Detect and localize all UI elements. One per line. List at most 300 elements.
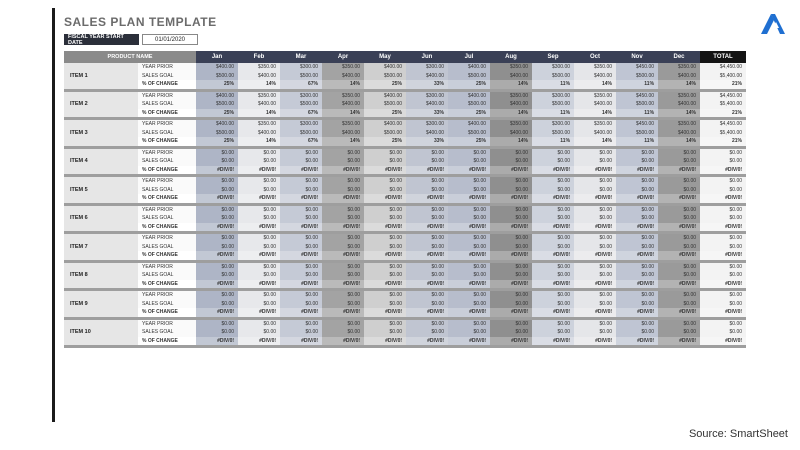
value-cell[interactable]: $0.00 <box>238 157 280 166</box>
value-cell[interactable]: $0.00 <box>574 263 616 272</box>
value-cell[interactable]: $0.00 <box>196 291 238 300</box>
value-cell[interactable]: $500.00 <box>280 129 322 138</box>
item-name-cell[interactable]: ITEM 8 <box>64 263 138 289</box>
value-cell[interactable]: $500.00 <box>196 100 238 109</box>
value-cell[interactable]: $0.00 <box>532 271 574 280</box>
value-cell[interactable]: $400.00 <box>196 92 238 101</box>
value-cell[interactable]: $400.00 <box>406 100 448 109</box>
value-cell[interactable]: $0.00 <box>658 291 700 300</box>
value-cell[interactable]: $0.00 <box>574 214 616 223</box>
value-cell[interactable]: $0.00 <box>532 328 574 337</box>
value-cell[interactable]: $0.00 <box>364 328 406 337</box>
value-cell[interactable]: $0.00 <box>280 328 322 337</box>
value-cell[interactable]: $0.00 <box>196 214 238 223</box>
value-cell[interactable]: $0.00 <box>658 243 700 252</box>
value-cell: 14% <box>574 137 616 146</box>
value-cell[interactable]: $0.00 <box>322 263 364 272</box>
value-cell[interactable]: $400.00 <box>574 129 616 138</box>
item-name-cell[interactable]: ITEM 1 <box>64 63 138 89</box>
value-cell[interactable]: $0.00 <box>406 291 448 300</box>
value-cell[interactable]: $0.00 <box>406 328 448 337</box>
value-cell[interactable]: $400.00 <box>658 100 700 109</box>
value-cell[interactable]: $450.00 <box>616 92 658 101</box>
value-cell[interactable]: $400.00 <box>448 120 490 129</box>
value-cell[interactable]: $0.00 <box>658 328 700 337</box>
value-cell[interactable]: $0.00 <box>574 234 616 243</box>
value-cell[interactable]: $300.00 <box>280 120 322 129</box>
fiscal-year-input[interactable]: 01/01/2020 <box>142 34 198 45</box>
value-cell[interactable]: $350.00 <box>658 63 700 72</box>
value-cell[interactable]: $0.00 <box>196 157 238 166</box>
total-cell[interactable]: $5,400.00 <box>700 100 746 109</box>
value-cell[interactable]: $300.00 <box>532 63 574 72</box>
value-cell[interactable]: $0.00 <box>364 291 406 300</box>
value-cell[interactable]: $400.00 <box>196 120 238 129</box>
value-cell[interactable]: $300.00 <box>406 63 448 72</box>
value-cell[interactable]: $350.00 <box>490 120 532 129</box>
value-cell[interactable]: $0.00 <box>616 320 658 329</box>
value-cell[interactable]: $0.00 <box>196 206 238 215</box>
value-cell[interactable]: $0.00 <box>532 234 574 243</box>
value-cell[interactable]: $0.00 <box>280 291 322 300</box>
value-cell[interactable]: $0.00 <box>280 177 322 186</box>
value-cell[interactable]: $0.00 <box>616 263 658 272</box>
item-name-cell[interactable]: ITEM 5 <box>64 177 138 203</box>
value-cell: 14% <box>658 137 700 146</box>
value-cell[interactable]: $0.00 <box>322 186 364 195</box>
value-cell: #DIV/0! <box>322 337 364 346</box>
value-cell[interactable]: $0.00 <box>364 271 406 280</box>
value-cell[interactable]: $0.00 <box>238 206 280 215</box>
value-cell[interactable]: $400.00 <box>490 100 532 109</box>
value-cell[interactable]: $300.00 <box>532 120 574 129</box>
value-cell[interactable]: $500.00 <box>280 100 322 109</box>
value-cell[interactable]: $400.00 <box>238 72 280 81</box>
value-cell[interactable]: $0.00 <box>616 149 658 158</box>
value-cell[interactable]: $0.00 <box>532 177 574 186</box>
value-cell[interactable]: $0.00 <box>280 186 322 195</box>
value-cell: #DIV/0! <box>364 337 406 346</box>
item-name-cell[interactable]: ITEM 6 <box>64 206 138 232</box>
row-label: % OF CHANGE <box>138 109 196 118</box>
value-cell[interactable]: $0.00 <box>448 300 490 309</box>
value-cell[interactable]: $0.00 <box>574 300 616 309</box>
value-cell[interactable]: $500.00 <box>448 129 490 138</box>
total-cell[interactable]: $4,450.00 <box>700 92 746 101</box>
value-cell[interactable]: $0.00 <box>490 157 532 166</box>
value-cell[interactable]: $0.00 <box>616 234 658 243</box>
value-cell[interactable]: $0.00 <box>196 177 238 186</box>
value-cell[interactable]: $350.00 <box>574 92 616 101</box>
value-cell[interactable]: $0.00 <box>280 206 322 215</box>
value-cell[interactable]: $0.00 <box>574 149 616 158</box>
value-cell[interactable]: $300.00 <box>280 92 322 101</box>
value-cell[interactable]: $0.00 <box>448 320 490 329</box>
value-cell[interactable]: $0.00 <box>364 206 406 215</box>
row-label: % OF CHANGE <box>138 251 196 260</box>
value-cell[interactable]: $0.00 <box>238 234 280 243</box>
value-cell[interactable]: $0.00 <box>322 206 364 215</box>
value-cell[interactable]: $0.00 <box>280 320 322 329</box>
value-cell[interactable]: $350.00 <box>238 120 280 129</box>
value-cell[interactable]: $0.00 <box>658 300 700 309</box>
value-cell[interactable]: $500.00 <box>364 129 406 138</box>
item-name-cell[interactable]: ITEM 9 <box>64 291 138 317</box>
total-cell[interactable]: $4,450.00 <box>700 63 746 72</box>
item-name-cell[interactable]: ITEM 2 <box>64 92 138 118</box>
table-row <box>64 80 746 89</box>
value-cell[interactable]: $0.00 <box>574 291 616 300</box>
value-cell[interactable]: $0.00 <box>406 234 448 243</box>
total-cell[interactable]: $4,450.00 <box>700 120 746 129</box>
value-cell[interactable]: $400.00 <box>322 72 364 81</box>
value-cell[interactable]: $0.00 <box>616 214 658 223</box>
value-cell[interactable]: $350.00 <box>574 120 616 129</box>
total-cell[interactable]: $0.00 <box>700 300 746 309</box>
value-cell[interactable]: $0.00 <box>238 320 280 329</box>
value-cell[interactable]: $400.00 <box>322 129 364 138</box>
value-cell[interactable]: $0.00 <box>238 291 280 300</box>
value-cell[interactable]: $400.00 <box>322 100 364 109</box>
value-cell: #DIV/0! <box>364 280 406 289</box>
value-cell[interactable]: $0.00 <box>406 157 448 166</box>
value-cell[interactable]: $0.00 <box>574 186 616 195</box>
value-cell[interactable]: $400.00 <box>364 92 406 101</box>
value-cell[interactable]: $0.00 <box>238 271 280 280</box>
value-cell[interactable]: $500.00 <box>280 72 322 81</box>
value-cell[interactable]: $0.00 <box>448 328 490 337</box>
value-cell[interactable]: $500.00 <box>196 129 238 138</box>
value-cell: #DIV/0! <box>490 308 532 317</box>
value-cell[interactable]: $400.00 <box>364 120 406 129</box>
value-cell[interactable]: $350.00 <box>658 92 700 101</box>
value-cell[interactable]: $0.00 <box>448 177 490 186</box>
value-cell[interactable]: $300.00 <box>532 92 574 101</box>
value-cell[interactable]: $300.00 <box>406 92 448 101</box>
value-cell[interactable]: $300.00 <box>406 120 448 129</box>
value-cell[interactable]: $0.00 <box>448 243 490 252</box>
value-cell[interactable]: $0.00 <box>238 186 280 195</box>
value-cell[interactable]: $0.00 <box>238 243 280 252</box>
value-cell[interactable]: $0.00 <box>490 214 532 223</box>
value-cell[interactable]: $0.00 <box>532 320 574 329</box>
value-cell[interactable]: $400.00 <box>238 100 280 109</box>
value-cell[interactable]: $0.00 <box>616 186 658 195</box>
value-cell[interactable]: $0.00 <box>616 300 658 309</box>
value-cell[interactable]: $0.00 <box>490 291 532 300</box>
value-cell[interactable]: $400.00 <box>238 129 280 138</box>
value-cell[interactable]: $0.00 <box>658 149 700 158</box>
value-cell[interactable]: $0.00 <box>364 157 406 166</box>
value-cell[interactable]: $0.00 <box>406 243 448 252</box>
value-cell[interactable]: $350.00 <box>658 120 700 129</box>
value-cell[interactable]: $400.00 <box>448 63 490 72</box>
value-cell[interactable]: $500.00 <box>196 72 238 81</box>
value-cell[interactable]: $0.00 <box>322 328 364 337</box>
value-cell[interactable]: $0.00 <box>658 186 700 195</box>
value-cell[interactable]: $500.00 <box>532 129 574 138</box>
value-cell[interactable]: $0.00 <box>490 186 532 195</box>
row-label: SALES GOAL <box>138 157 196 166</box>
value-cell[interactable]: $0.00 <box>658 263 700 272</box>
value-cell[interactable]: $0.00 <box>490 243 532 252</box>
value-cell[interactable]: $0.00 <box>532 300 574 309</box>
value-cell[interactable]: $0.00 <box>532 149 574 158</box>
total-cell[interactable]: $0.00 <box>700 157 746 166</box>
value-cell[interactable]: $0.00 <box>406 214 448 223</box>
value-cell[interactable]: $0.00 <box>490 206 532 215</box>
item-name-cell[interactable]: ITEM 7 <box>64 234 138 260</box>
value-cell[interactable]: $400.00 <box>448 92 490 101</box>
value-cell[interactable]: $0.00 <box>532 243 574 252</box>
value-cell[interactable]: $0.00 <box>490 234 532 243</box>
value-cell: #DIV/0! <box>196 337 238 346</box>
value-cell: 14% <box>238 109 280 118</box>
value-cell[interactable]: $0.00 <box>322 214 364 223</box>
value-cell[interactable]: $0.00 <box>196 243 238 252</box>
value-cell[interactable]: $400.00 <box>196 63 238 72</box>
value-cell[interactable]: $0.00 <box>364 177 406 186</box>
value-cell[interactable]: $0.00 <box>658 214 700 223</box>
value-cell: #DIV/0! <box>658 251 700 260</box>
value-cell[interactable]: $0.00 <box>364 263 406 272</box>
value-cell: #DIV/0! <box>490 223 532 232</box>
value-cell[interactable]: $0.00 <box>238 263 280 272</box>
value-cell[interactable]: $0.00 <box>532 157 574 166</box>
value-cell[interactable]: $0.00 <box>364 234 406 243</box>
value-cell[interactable]: $0.00 <box>196 263 238 272</box>
value-cell[interactable]: $0.00 <box>238 177 280 186</box>
value-cell[interactable]: $400.00 <box>574 100 616 109</box>
table-row <box>64 166 746 175</box>
value-cell[interactable]: $350.00 <box>322 120 364 129</box>
value-cell[interactable]: $0.00 <box>196 320 238 329</box>
value-cell[interactable]: $400.00 <box>364 63 406 72</box>
value-cell[interactable]: $350.00 <box>322 92 364 101</box>
value-cell[interactable]: $400.00 <box>490 72 532 81</box>
item-name-cell[interactable]: ITEM 4 <box>64 149 138 175</box>
value-cell[interactable]: $0.00 <box>574 206 616 215</box>
value-cell[interactable]: $0.00 <box>196 186 238 195</box>
value-cell[interactable]: $0.00 <box>616 177 658 186</box>
value-cell[interactable]: $0.00 <box>406 177 448 186</box>
value-cell[interactable]: $0.00 <box>238 214 280 223</box>
value-cell[interactable]: $500.00 <box>364 72 406 81</box>
value-cell: 67% <box>280 80 322 89</box>
value-cell[interactable]: $350.00 <box>238 63 280 72</box>
value-cell[interactable]: $0.00 <box>364 214 406 223</box>
value-cell[interactable]: $0.00 <box>280 263 322 272</box>
value-cell[interactable]: $300.00 <box>280 63 322 72</box>
value-cell[interactable]: $0.00 <box>238 300 280 309</box>
value-cell[interactable]: $400.00 <box>574 72 616 81</box>
value-cell[interactable]: $0.00 <box>238 149 280 158</box>
value-cell[interactable]: $0.00 <box>280 149 322 158</box>
value-cell[interactable]: $0.00 <box>658 157 700 166</box>
value-cell[interactable]: $0.00 <box>532 206 574 215</box>
value-cell[interactable]: $0.00 <box>574 320 616 329</box>
value-cell[interactable]: $0.00 <box>280 157 322 166</box>
value-cell[interactable]: $0.00 <box>364 186 406 195</box>
value-cell[interactable]: $400.00 <box>406 129 448 138</box>
table-row <box>64 100 746 109</box>
value-cell[interactable]: $0.00 <box>448 291 490 300</box>
value-cell[interactable]: $350.00 <box>238 92 280 101</box>
value-cell[interactable]: $0.00 <box>364 149 406 158</box>
value-cell[interactable]: $500.00 <box>448 72 490 81</box>
value-cell[interactable]: $0.00 <box>616 291 658 300</box>
value-cell[interactable]: $350.00 <box>490 92 532 101</box>
value-cell[interactable]: $0.00 <box>532 291 574 300</box>
value-cell[interactable]: $500.00 <box>364 100 406 109</box>
value-cell[interactable]: $500.00 <box>448 100 490 109</box>
value-cell[interactable]: $0.00 <box>658 234 700 243</box>
item-name-cell[interactable]: ITEM 10 <box>64 320 138 346</box>
value-cell[interactable]: $0.00 <box>616 271 658 280</box>
value-cell[interactable]: $0.00 <box>490 300 532 309</box>
value-cell[interactable]: $0.00 <box>532 186 574 195</box>
total-cell[interactable]: $0.00 <box>700 263 746 272</box>
value-cell[interactable]: $0.00 <box>322 320 364 329</box>
value-cell[interactable]: $0.00 <box>490 320 532 329</box>
value-cell[interactable]: $350.00 <box>574 63 616 72</box>
value-cell: #DIV/0! <box>448 223 490 232</box>
value-cell[interactable]: $0.00 <box>406 206 448 215</box>
total-cell[interactable]: $0.00 <box>700 243 746 252</box>
value-cell: #DIV/0! <box>532 337 574 346</box>
value-cell[interactable]: $0.00 <box>406 271 448 280</box>
value-cell[interactable]: $0.00 <box>322 243 364 252</box>
value-cell[interactable]: $0.00 <box>280 234 322 243</box>
value-cell[interactable]: $0.00 <box>658 177 700 186</box>
value-cell[interactable]: $0.00 <box>616 157 658 166</box>
value-cell[interactable]: $0.00 <box>448 206 490 215</box>
value-cell[interactable]: $500.00 <box>532 100 574 109</box>
total-cell[interactable]: $0.00 <box>700 177 746 186</box>
value-cell[interactable]: $0.00 <box>616 206 658 215</box>
value-cell[interactable]: $0.00 <box>196 300 238 309</box>
value-cell[interactable]: $0.00 <box>280 300 322 309</box>
table-row <box>64 308 746 317</box>
value-cell[interactable]: $0.00 <box>322 271 364 280</box>
value-cell[interactable]: $0.00 <box>322 177 364 186</box>
value-cell[interactable]: $0.00 <box>532 263 574 272</box>
value-cell[interactable]: $400.00 <box>406 72 448 81</box>
value-cell[interactable]: $0.00 <box>574 157 616 166</box>
value-cell[interactable]: $0.00 <box>532 214 574 223</box>
value-cell[interactable]: $0.00 <box>574 328 616 337</box>
total-cell[interactable]: $0.00 <box>700 214 746 223</box>
value-cell: #DIV/0! <box>490 337 532 346</box>
value-cell[interactable]: $0.00 <box>658 271 700 280</box>
total-cell[interactable]: $0.00 <box>700 234 746 243</box>
table-row <box>64 157 746 166</box>
value-cell[interactable]: $0.00 <box>490 271 532 280</box>
item-name-cell[interactable]: ITEM 3 <box>64 120 138 146</box>
value-cell[interactable]: $500.00 <box>532 72 574 81</box>
value-cell[interactable]: $500.00 <box>616 100 658 109</box>
value-cell[interactable]: $0.00 <box>322 234 364 243</box>
value-cell[interactable]: $0.00 <box>364 243 406 252</box>
value-cell[interactable]: $0.00 <box>448 157 490 166</box>
value-cell[interactable]: $0.00 <box>448 214 490 223</box>
value-cell[interactable]: $0.00 <box>448 234 490 243</box>
value-cell[interactable]: $400.00 <box>658 72 700 81</box>
value-cell[interactable]: $0.00 <box>448 149 490 158</box>
value-cell[interactable]: $0.00 <box>280 243 322 252</box>
value-cell[interactable]: $500.00 <box>616 72 658 81</box>
value-cell[interactable]: $0.00 <box>574 177 616 186</box>
value-cell[interactable]: $0.00 <box>490 149 532 158</box>
value-cell: #DIV/0! <box>280 194 322 203</box>
total-cell[interactable]: $0.00 <box>700 271 746 280</box>
value-cell[interactable]: $0.00 <box>406 300 448 309</box>
total-cell[interactable]: $0.00 <box>700 149 746 158</box>
value-cell[interactable]: $0.00 <box>196 271 238 280</box>
value-cell[interactable]: $0.00 <box>364 300 406 309</box>
value-cell[interactable]: $400.00 <box>490 129 532 138</box>
value-cell[interactable]: $0.00 <box>322 291 364 300</box>
table-row <box>64 337 746 346</box>
header-month-mar: Mar <box>280 51 322 63</box>
total-cell[interactable]: $0.00 <box>700 186 746 195</box>
value-cell[interactable]: $450.00 <box>616 120 658 129</box>
value-cell[interactable]: $0.00 <box>406 263 448 272</box>
value-cell[interactable]: $0.00 <box>448 186 490 195</box>
value-cell[interactable]: $350.00 <box>490 63 532 72</box>
value-cell[interactable]: $350.00 <box>322 63 364 72</box>
value-cell[interactable]: $0.00 <box>406 320 448 329</box>
value-cell[interactable]: $0.00 <box>196 149 238 158</box>
value-cell[interactable]: $0.00 <box>448 263 490 272</box>
value-cell[interactable]: $0.00 <box>658 320 700 329</box>
total-cell: 21% <box>700 109 746 118</box>
total-cell[interactable]: $0.00 <box>700 206 746 215</box>
value-cell[interactable]: $0.00 <box>280 214 322 223</box>
value-cell[interactable]: $0.00 <box>490 177 532 186</box>
total-cell[interactable]: $5,400.00 <box>700 72 746 81</box>
value-cell[interactable]: $0.00 <box>490 263 532 272</box>
total-cell[interactable]: $0.00 <box>700 291 746 300</box>
value-cell[interactable]: $400.00 <box>658 129 700 138</box>
value-cell[interactable]: $0.00 <box>196 328 238 337</box>
value-cell[interactable]: $0.00 <box>196 234 238 243</box>
value-cell: #DIV/0! <box>238 251 280 260</box>
value-cell[interactable]: $0.00 <box>406 186 448 195</box>
value-cell[interactable]: $0.00 <box>280 271 322 280</box>
value-cell[interactable]: $0.00 <box>574 243 616 252</box>
total-cell[interactable]: $0.00 <box>700 328 746 337</box>
header-month-aug: Aug <box>490 51 532 63</box>
value-cell[interactable]: $500.00 <box>616 129 658 138</box>
value-cell[interactable]: $0.00 <box>616 328 658 337</box>
value-cell[interactable]: $0.00 <box>406 149 448 158</box>
value-cell[interactable]: $0.00 <box>364 320 406 329</box>
value-cell[interactable]: $0.00 <box>238 328 280 337</box>
value-cell: #DIV/0! <box>406 166 448 175</box>
value-cell[interactable]: $0.00 <box>322 300 364 309</box>
value-cell[interactable]: $0.00 <box>322 157 364 166</box>
value-cell[interactable]: $450.00 <box>616 63 658 72</box>
value-cell[interactable]: $0.00 <box>616 243 658 252</box>
value-cell[interactable]: $0.00 <box>448 271 490 280</box>
total-cell[interactable]: $0.00 <box>700 320 746 329</box>
value-cell[interactable]: $0.00 <box>658 206 700 215</box>
total-cell[interactable]: $5,400.00 <box>700 129 746 138</box>
value-cell[interactable]: $0.00 <box>322 149 364 158</box>
value-cell[interactable]: $0.00 <box>490 328 532 337</box>
value-cell[interactable]: $0.00 <box>574 271 616 280</box>
